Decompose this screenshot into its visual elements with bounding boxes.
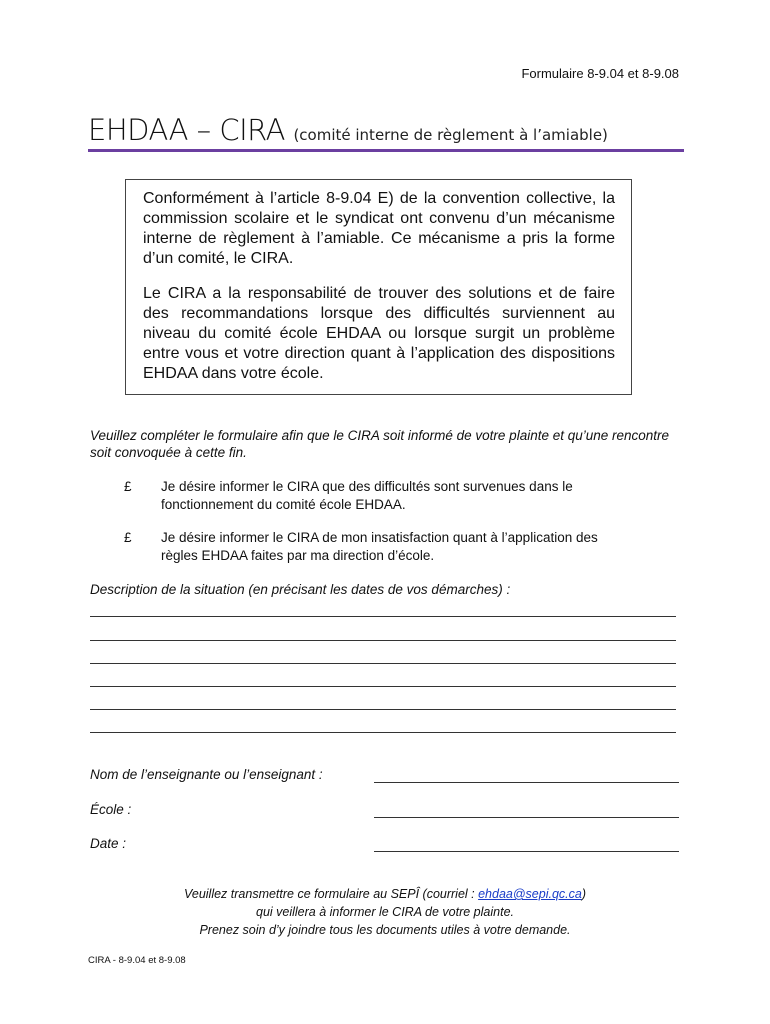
description-line-4[interactable]: [90, 686, 676, 687]
title-subtitle: (comité interne de règlement à l’amiable): [293, 126, 608, 144]
title-main: EHDAA – CIRA: [88, 113, 285, 147]
option-committee-difficulties[interactable]: [124, 478, 624, 513]
email-link[interactable]: ehdaa@sepi.qc.ca: [478, 887, 582, 901]
checkbox-icon[interactable]: £: [124, 530, 132, 545]
checkbox-icon[interactable]: £: [124, 479, 132, 494]
option-direction-dissatisfaction[interactable]: [124, 529, 624, 564]
description-line-5[interactable]: [90, 709, 676, 710]
school-field[interactable]: [374, 817, 679, 818]
note-line3: Prenez soin d’y joindre tous les documents utiles à votre demande.: [199, 923, 571, 937]
description-label: Description de la situation (en précisant les dates de vos démarches) :: [90, 582, 511, 597]
page-title: [88, 113, 684, 147]
note-line2: qui veillera à informer le CIRA de votre plainte.: [256, 905, 514, 919]
date-field[interactable]: [374, 851, 679, 852]
option-label: Je désire informer le CIRA que des difficultés sont survenues dans le fonctionnement du comité école EHDAA.: [161, 479, 573, 512]
form-number: Formulaire 8-9.04 et 8-9.08: [521, 66, 679, 81]
title-divider: [88, 149, 684, 152]
page-footer: CIRA - 8-9.04 et 8-9.08: [88, 955, 186, 966]
option-label: Je désire informer le CIRA de mon insatisfaction quant à l’application des règles EHDAA faites par ma direction d’école.: [161, 530, 598, 563]
intro-box: [125, 179, 632, 395]
teacher-name-field[interactable]: [374, 782, 679, 783]
instructions-text: Veuillez compléter le formulaire afin que le CIRA soit informé de votre plainte et qu’une rencontre soit convoquée à cette fin.: [90, 428, 670, 460]
note-line1-suffix: ): [581, 887, 586, 901]
date-label: Date :: [90, 836, 127, 851]
description-line-1[interactable]: [90, 616, 676, 617]
note-line1-prefix: Veuillez transmettre ce formulaire au SEPÎ (courriel :: [184, 887, 479, 901]
intro-paragraph-1: Conformément à l’article 8-9.04 E) de la convention collective, la commission scolaire et le syndicat ont convenu d’un mécanisme interne de règlement à l’amiable. Ce mécanisme a pris la forme d’un comité, le CIRA.: [143, 190, 615, 267]
intro-paragraph-2: Le CIRA a la responsabilité de trouver des solutions et de faire des recommandations lorsque des difficultés surviennent au niveau du comité école EHDAA ou lorsque surgit un problème entre vous et votre direction quant à l’application des dispositions EHDAA dans votre école.: [143, 285, 615, 382]
teacher-name-label: Nom de l’enseignante ou l’enseignant :: [90, 767, 323, 782]
description-line-6[interactable]: [90, 732, 676, 733]
description-line-2[interactable]: [90, 640, 676, 641]
submission-note: [90, 885, 680, 939]
description-line-3[interactable]: [90, 663, 676, 664]
school-label: École :: [90, 802, 132, 817]
